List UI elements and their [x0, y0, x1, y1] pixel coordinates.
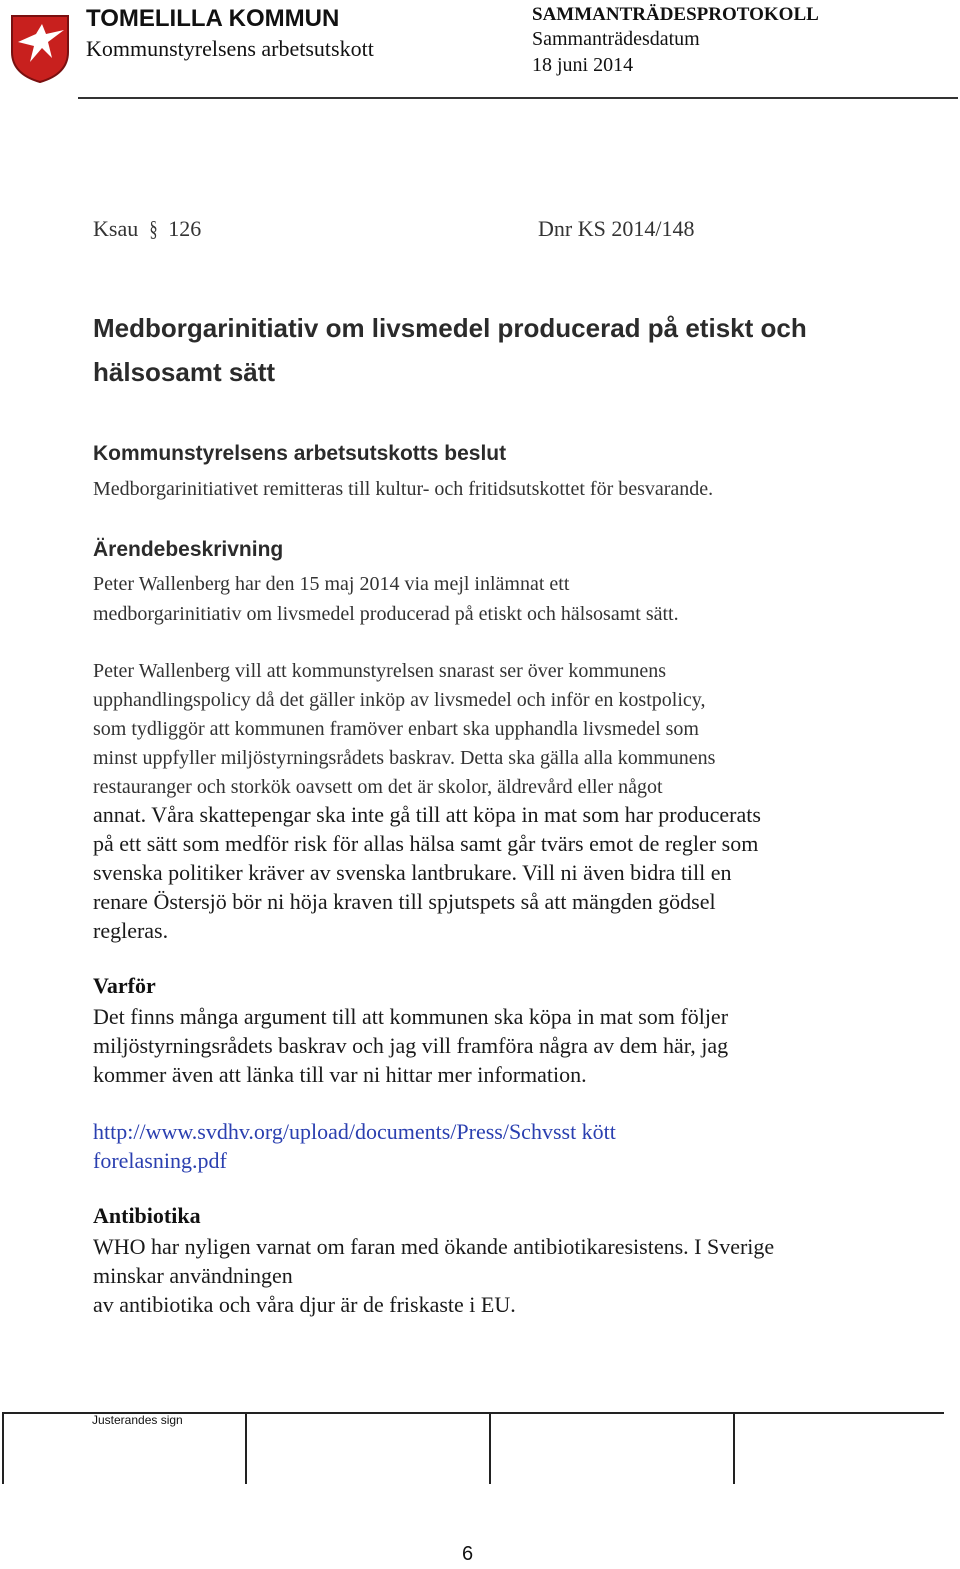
ksau-number: 126: [168, 216, 202, 241]
signature-cell: [733, 1414, 735, 1484]
why-text-line: kommer även att länka till var ni hittar mer information.: [93, 1062, 587, 1087]
signature-cell: [2, 1414, 4, 1484]
why-text-line: Det finns många argument till att kommunen ska köpa in mat som följer: [93, 1004, 729, 1029]
description-heading: Ärendebeskrivning: [93, 538, 284, 561]
citizen-text-line: restauranger och storkök oavsett om det är skolor, äldrevård eller något: [93, 776, 663, 798]
signature-cell: [245, 1414, 247, 1484]
case-number: [93, 216, 201, 242]
ksau-prefix: Ksau: [93, 216, 139, 241]
citizen-text-line: regleras.: [93, 918, 169, 943]
page-title: Medborgarinitiativ om livsmedel producerad på etiskt och hälsosamt sätt: [93, 313, 807, 387]
antibiotics-text-line: av antibiotika och våra djur är de friskaste i EU.: [93, 1292, 516, 1317]
paragraph-sign: §: [149, 216, 158, 241]
meeting-date-label: Sammanträdesdatum: [532, 28, 700, 50]
diary-number: Dnr KS 2014/148: [538, 216, 695, 241]
page-header: [0, 0, 960, 100]
reference-link-line-1[interactable]: http://www.svdhv.org/upload/documents/Press/Schvsst kött: [93, 1119, 616, 1144]
antibiotics-text-line: minskar användningen: [93, 1263, 293, 1288]
citizen-text-line: på ett sätt som medför risk för allas hälsa samt går tvärs emot de regler som: [93, 831, 759, 856]
signature-label: Justerandes sign: [92, 1413, 183, 1427]
municipal-crest-icon: [8, 12, 72, 84]
header-divider: [78, 97, 958, 99]
citizen-text-line: upphandlingspolicy då det gäller inköp av livsmedel och inför en kostpolicy,: [93, 689, 706, 711]
signature-cell: [489, 1414, 491, 1484]
document-type: SAMMANTRÄDESPROTOKOLL: [532, 4, 819, 25]
description-line-1: Peter Wallenberg har den 15 maj 2014 via mejl inlämnat ett: [93, 573, 570, 595]
citizen-text-line: renare Östersjö bör ni höja kraven till spjutspets så att mängden gödsel: [93, 889, 716, 914]
why-heading: Varför: [93, 973, 156, 998]
antibiotics-heading: Antibiotika: [93, 1203, 201, 1228]
org-name: TOMELILLA KOMMUN: [86, 5, 340, 32]
page-number: 6: [462, 1543, 474, 1565]
antibiotics-text-line: WHO har nyligen varnat om faran med ökande antibiotikaresistens. I Sverige: [93, 1234, 775, 1259]
org-subtitle: Kommunstyrelsens arbetsutskott: [86, 36, 374, 61]
reference-link-line-2[interactable]: forelasning.pdf: [93, 1148, 227, 1173]
citizen-text-line: svenska politiker kräver av svenska lantbrukare. Vill ni även bidra till en: [93, 860, 732, 885]
reference-link[interactable]: [93, 1117, 793, 1175]
decision-heading: Kommunstyrelsens arbetsutskotts beslut: [93, 442, 507, 465]
why-text-line: miljöstyrningsrådets baskrav och jag vill framföra några av dem här, jag: [93, 1033, 729, 1058]
citizen-text-line: Peter Wallenberg vill att kommunstyrelsen snarast ser över kommunens: [93, 660, 667, 682]
citizen-text-line: som tydliggör att kommunen framöver enbart ska upphandla livsmedel som: [93, 718, 699, 740]
decision-text: Medborgarinitiativet remitteras till kultur- och fritidsutskottet för besvarande.: [93, 478, 714, 500]
meeting-date-value: 18 juni 2014: [532, 54, 634, 76]
citizen-text-line: annat. Våra skattepengar ska inte gå till att köpa in mat som har producerats: [93, 802, 761, 827]
citizen-text-line: minst uppfyller miljöstyrningsrådets baskrav. Detta ska gälla alla kommunens: [93, 747, 716, 769]
description-line-2: medborgarinitiativ om livsmedel producerad på etiskt och hälsosamt sätt.: [93, 603, 679, 625]
